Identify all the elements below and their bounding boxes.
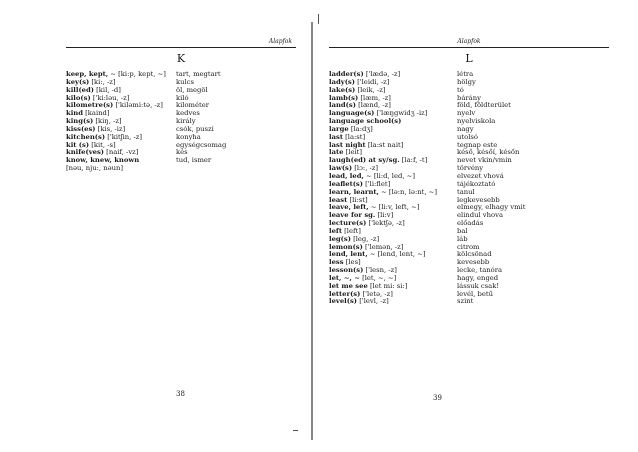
- pronunciation: ['ki:ləu, -z]: [90, 94, 130, 102]
- headword-text: kill(ed): [66, 86, 94, 94]
- pronunciation: ['kiləmi:tə, -z]: [113, 102, 163, 110]
- dictionary-entry: [329, 298, 609, 306]
- entry-headword: [329, 149, 457, 157]
- entry-translation: bal: [457, 226, 468, 235]
- headword-text: kiss(es): [66, 125, 96, 133]
- entry-translation: király: [176, 117, 196, 126]
- headword-text: let me see: [329, 282, 368, 290]
- entry-headword: [329, 157, 457, 165]
- entry-translation: törvény: [457, 164, 484, 173]
- entry-headword: [329, 126, 457, 134]
- headword-text: last night: [329, 141, 366, 149]
- entry-headword: [66, 118, 176, 126]
- headword-text: letter(s): [329, 290, 361, 298]
- entry-translation: hölgy: [457, 77, 476, 86]
- entry-translation: csók, puszi: [176, 124, 214, 133]
- headword-text: learn, learnt,: [329, 188, 379, 196]
- running-head: Alapfok: [268, 38, 292, 45]
- pronunciation: [let, ~, ~]: [359, 274, 397, 282]
- entry-translation: elmegy, elhagy vmit: [457, 203, 526, 212]
- pronunciation: [les]: [343, 259, 361, 267]
- headword-text: least: [329, 196, 348, 204]
- pronunciation: [leik, -z]: [355, 86, 386, 94]
- headword-text: lend, lent,: [329, 251, 368, 259]
- headword-text: lecture(s): [329, 220, 367, 228]
- headword-text: law(s): [329, 165, 353, 173]
- entry-translation: lássuk csak!: [457, 281, 500, 290]
- entry-translation: legkevesebb: [457, 195, 500, 204]
- entry-list: [66, 71, 296, 173]
- header-rule: [329, 47, 609, 48]
- headword-text: leaflet(s): [329, 180, 363, 188]
- pronunciation: ['levl, -z]: [357, 298, 389, 306]
- entry-headword: [329, 102, 457, 110]
- pronunciation: [la:dʒ]: [348, 125, 373, 133]
- headword-text: lady(s): [329, 78, 355, 86]
- pronunciation: [kaind]: [83, 110, 110, 118]
- entry-translation: egységcsomag: [176, 140, 227, 149]
- pronunciation: [kil, -d]: [93, 86, 121, 94]
- entry-headword: [66, 149, 176, 157]
- entry-headword: [329, 259, 457, 267]
- entry-translation: láb: [457, 234, 468, 243]
- pronunciation: [la:f, -t]: [399, 157, 428, 165]
- pronunciation: ~ [li:v, left, ~]: [368, 204, 420, 212]
- entry-translation: tart, megtart: [176, 70, 221, 78]
- entry-headword: [329, 228, 457, 236]
- entry-headword: [329, 181, 457, 189]
- headword-text: know, knew, known: [66, 157, 140, 165]
- entry-headword: [66, 134, 176, 142]
- headword-text: kilometre(s): [66, 102, 114, 110]
- pronunciation: [lɔ:, -z]: [352, 165, 379, 173]
- pronunciation: [li:st]: [347, 196, 368, 204]
- page-number: 39: [433, 394, 442, 402]
- headword-text: large: [329, 125, 349, 133]
- entry-headword: [66, 102, 176, 110]
- entry-translation: bárány: [457, 93, 481, 102]
- pronunciation: [læm, -z]: [358, 94, 391, 102]
- headword-text: kit (s): [66, 141, 90, 149]
- pronunciation: [lænd, -z]: [355, 102, 391, 110]
- entry-translation: föld, földterület: [457, 101, 511, 110]
- entry-translation: kiló: [176, 93, 189, 102]
- headword-text: lemon(s): [329, 243, 363, 251]
- pronunciation: [ki:, -z]: [89, 78, 116, 86]
- headword-text: kilo(s): [66, 94, 91, 102]
- running-head: Alapfok: [457, 38, 481, 45]
- entry-headword: [329, 173, 457, 181]
- entry-translation: öl, megöl: [176, 85, 208, 94]
- dictionary-entry: [329, 228, 609, 236]
- pronunciation: ['li:flet]: [362, 180, 391, 188]
- headword-text: kitchen(s): [66, 133, 106, 141]
- headword-text: lead, led,: [329, 172, 364, 180]
- entry-translation: lecke, tanóra: [457, 266, 503, 275]
- entry-headword: [66, 79, 176, 87]
- pronunciation: ['leidi, -z]: [354, 78, 390, 86]
- entry-headword: [329, 220, 457, 228]
- entry-translation: kevesebb: [457, 258, 490, 267]
- entry-translation: szint: [457, 297, 474, 306]
- pronunciation: [kiŋ, -z]: [93, 118, 122, 126]
- pronunciation: [nəu, nju:, nəun]: [66, 165, 124, 173]
- entry-headword: [329, 165, 457, 173]
- entry-headword: [329, 212, 457, 220]
- section-letter: L: [465, 52, 473, 65]
- entry-headword: [329, 236, 457, 244]
- entry-translation: nyelviskola: [457, 117, 496, 126]
- entry-headword: [329, 197, 457, 205]
- headword-text: language(s): [329, 110, 375, 118]
- entry-translation: késő, későí, későn: [457, 148, 520, 157]
- left-page: [66, 38, 296, 398]
- entry-headword: [329, 251, 457, 259]
- headword-text: leave for sg.: [329, 212, 376, 220]
- entry-headword: [329, 118, 457, 126]
- entry-translation: nagy: [457, 124, 474, 133]
- headword-text: level(s): [329, 298, 358, 306]
- entry-translation: tó: [457, 85, 464, 94]
- section-letter: K: [176, 52, 186, 65]
- entry-translation: levél, betű: [457, 289, 494, 298]
- headword-text: left: [329, 227, 342, 235]
- headword-text: keep, kept,: [66, 71, 109, 78]
- pronunciation: [kis, -iz]: [95, 125, 126, 133]
- entry-translation: elindul vhova: [457, 211, 504, 220]
- page-number: 38: [176, 390, 185, 398]
- entry-translation: konyha: [176, 132, 201, 141]
- entry-headword: [66, 157, 176, 165]
- headword-text: let, ~, ~: [329, 274, 360, 282]
- entry-translation: utolsó: [457, 132, 478, 141]
- entry-translation: tud, ismer: [176, 156, 212, 165]
- entry-headword: [66, 165, 176, 173]
- headword-text: last: [329, 133, 343, 141]
- entry-headword: [329, 267, 457, 275]
- headword-text: lake(s): [329, 86, 356, 94]
- entry-translation: tanul: [457, 187, 475, 196]
- entry-headword: [329, 291, 457, 299]
- entry-translation: kedves: [176, 109, 200, 118]
- dictionary-entry: [329, 79, 609, 87]
- entry-translation: nevet vkin/vmin: [457, 156, 512, 165]
- header-rule: [66, 47, 296, 48]
- entry-translation: kölcsönad: [457, 250, 492, 259]
- right-page: [329, 38, 609, 402]
- entry-headword: [329, 110, 457, 118]
- entry-headword: [66, 87, 176, 95]
- headword-text: lamb(s): [329, 94, 359, 102]
- entry-headword: [329, 283, 457, 291]
- headword-text: land(s): [329, 102, 356, 110]
- dictionary-entry: [66, 165, 296, 173]
- pronunciation: ~ [lə:n, lə:nt, ~]: [378, 188, 438, 196]
- headword-text: key(s): [66, 78, 90, 86]
- entry-translation: tájékoztató: [457, 179, 496, 188]
- entry-headword: [66, 110, 176, 118]
- headword-text: ladder(s): [329, 71, 364, 78]
- headword-text: kind: [66, 110, 83, 118]
- entry-headword: [66, 126, 176, 134]
- pronunciation: [naif, -vz]: [104, 149, 139, 157]
- entry-translation: kulcs: [176, 77, 194, 86]
- entry-translation: elvezet vhová: [457, 171, 504, 180]
- scan-mark-bottom: [293, 430, 298, 431]
- pronunciation: [li:v]: [375, 212, 394, 220]
- entry-headword: [329, 275, 457, 283]
- entry-headword: [329, 134, 457, 142]
- headword-text: king(s): [66, 118, 94, 126]
- headword-text: late: [329, 149, 344, 157]
- entry-headword: [66, 142, 176, 150]
- pronunciation: ['læŋgwidʒ -iz]: [374, 110, 428, 118]
- pronunciation: ~ [li:d, led, ~]: [363, 172, 416, 180]
- entry-headword: [329, 95, 457, 103]
- pronunciation: [la:st nait]: [365, 141, 404, 149]
- pronunciation: [kit, -s]: [89, 141, 116, 149]
- entry-translation: kés: [176, 148, 188, 157]
- headword-text: lesson(s): [329, 267, 364, 275]
- entry-translation: citrom: [457, 242, 480, 251]
- entry-list: [329, 71, 609, 306]
- pronunciation: ~ [lend, lent, ~]: [367, 251, 426, 259]
- pronunciation: ['lemən, -z]: [362, 243, 404, 251]
- entry-headword: [329, 244, 457, 252]
- headword-text: laugh(ed) at sy/sg.: [329, 157, 400, 165]
- entry-headword: [329, 298, 457, 306]
- entry-headword: [66, 71, 176, 79]
- entry-translation: tegnap este: [457, 140, 498, 149]
- pronunciation: [la:st]: [342, 133, 366, 141]
- headword-text: less: [329, 259, 344, 267]
- headword-text: leg(s): [329, 235, 351, 243]
- scan-mark-top: [318, 14, 319, 24]
- pronunciation: [left]: [341, 227, 361, 235]
- pronunciation: ['lesn, -z]: [363, 267, 397, 275]
- pronunciation: [leg, -z]: [350, 235, 380, 243]
- dictionary-entry: [329, 220, 609, 228]
- pronunciation: ['lektʃə, -z]: [366, 220, 405, 228]
- entry-translation: nyelv: [457, 109, 476, 118]
- entry-headword: [66, 95, 176, 103]
- headword-text: knife(ves): [66, 149, 105, 157]
- entry-translation: létra: [457, 70, 474, 78]
- entry-headword: [329, 71, 457, 79]
- pronunciation: [let mi: si:]: [367, 282, 408, 290]
- pronunciation: ['lædə, -z]: [363, 71, 401, 78]
- headword-text: language school(s): [329, 118, 402, 126]
- entry-headword: [329, 204, 457, 212]
- entry-headword: [329, 79, 457, 87]
- pronunciation: ['kitʃin, -z]: [105, 133, 142, 141]
- headword-text: leave, left,: [329, 204, 369, 212]
- pronunciation: [leit]: [343, 149, 363, 157]
- pronunciation: ~ [ki:p, kept, ~]: [108, 71, 166, 78]
- entry-headword: [329, 87, 457, 95]
- book-gutter: [311, 22, 313, 440]
- entry-translation: hagy, enged: [457, 273, 499, 282]
- entry-translation: előadás: [457, 219, 484, 228]
- entry-headword: [329, 189, 457, 197]
- entry-headword: [329, 142, 457, 150]
- dictionary-entry: [66, 157, 296, 165]
- entry-translation: kilométer: [176, 101, 210, 110]
- pronunciation: ['letə, -z]: [360, 290, 393, 298]
